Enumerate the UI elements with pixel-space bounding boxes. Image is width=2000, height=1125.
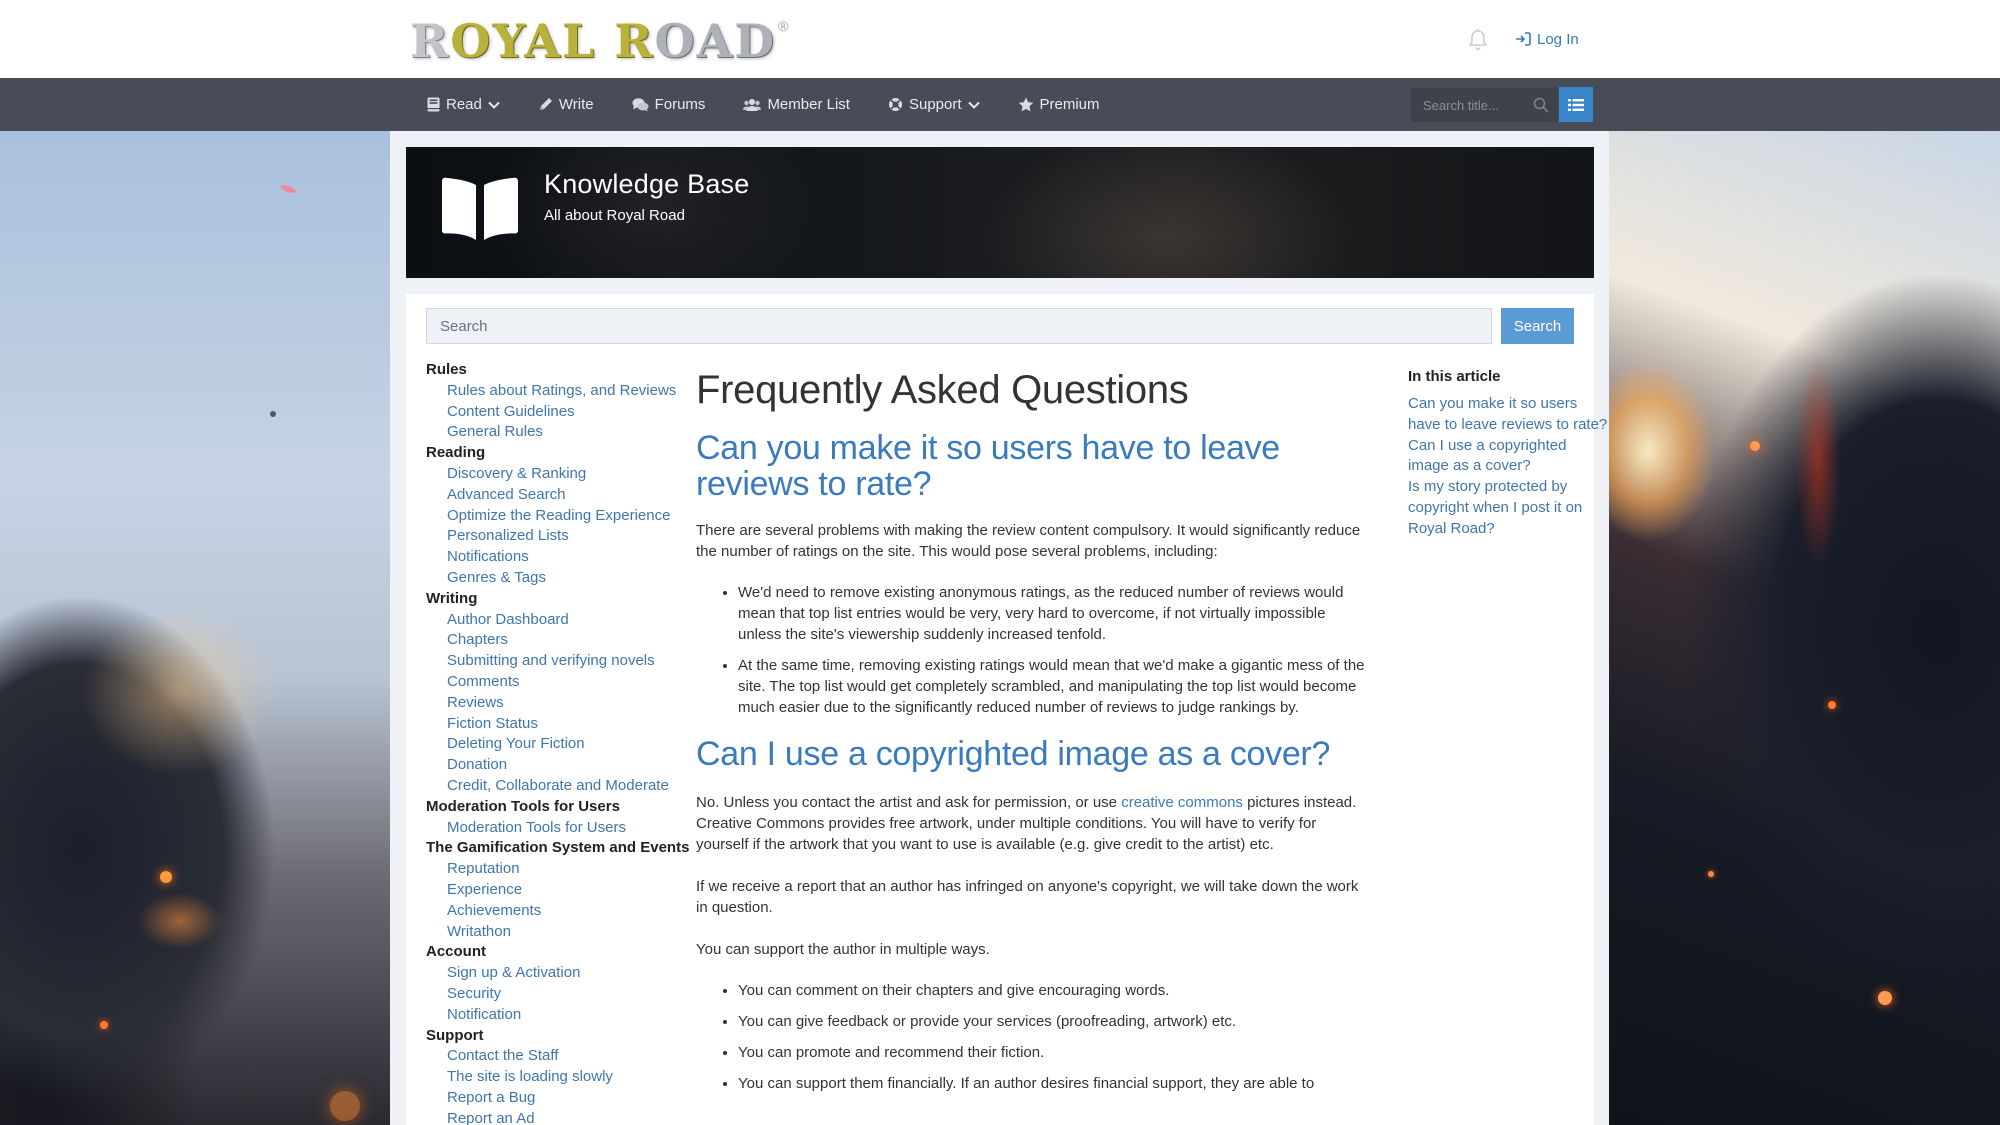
list-item: • You can give feedback or provide your services (proofreading, artwork) etc. <box>738 1011 1366 1032</box>
sidebar-link[interactable]: Personalized Lists <box>447 527 569 545</box>
in-this-article <box>1408 366 1608 540</box>
ember-decoration <box>1828 701 1836 709</box>
kb-search <box>426 308 1574 344</box>
petal-decoration <box>279 183 296 194</box>
toc-link[interactable]: Is my story protected by copyright when I post it on Royal Road? <box>1408 478 1583 537</box>
category-account <box>426 942 696 1025</box>
ember-decoration <box>1750 441 1760 451</box>
users-icon <box>743 98 761 112</box>
registered-mark: ® <box>778 18 791 34</box>
sidebar-link[interactable]: Author Dashboard <box>447 610 569 628</box>
sidebar-link[interactable]: Achievements <box>447 901 542 919</box>
bell-icon[interactable] <box>1467 28 1489 52</box>
sidebar-link[interactable]: Genres & Tags <box>447 568 546 586</box>
article-content <box>696 360 1366 1094</box>
list-item: • You can support them financially. If an author desires financial support, they are able to <box>738 1073 1366 1094</box>
nav-item-label: Write <box>558 96 594 113</box>
background-art-right <box>1608 131 2000 1125</box>
sidebar-link[interactable]: Reviews <box>447 693 504 711</box>
category-reading <box>426 443 696 589</box>
title-search-box <box>1411 88 1558 122</box>
nav-item-label: Member List <box>767 96 850 113</box>
sidebar-link[interactable]: Rules about Ratings, and Reviews <box>447 381 677 399</box>
sidebar-link[interactable]: Optimize the Reading Experience <box>447 506 671 524</box>
category-title: Reading <box>426 444 486 462</box>
kb-search-input[interactable] <box>426 308 1492 344</box>
nav-item-premium[interactable] <box>1018 96 1100 113</box>
paragraph-text: No. Unless you contact the artist and ask for permission, or use <box>696 794 1122 811</box>
book-icon <box>427 97 440 112</box>
ember-decoration <box>1708 871 1714 877</box>
sidebar-link[interactable]: Reputation <box>447 860 520 878</box>
section-heading: Can you make it so users have to leave reviews to rate? <box>696 429 1280 503</box>
list-item: • We'd need to remove existing anonymous ratings, as the reduced number of reviews would mean that top list entries would be very, very hard to overcome, if not virtually impossible unless the site's viewership suddenly increased tenfold. <box>738 582 1366 645</box>
toc-link[interactable]: Can I use a copyrighted image as a cover? <box>1408 436 1567 475</box>
comments-icon <box>632 97 649 112</box>
category-writing <box>426 589 696 797</box>
toc-title: In this article <box>1408 368 1501 385</box>
nav-item-support[interactable] <box>888 96 980 113</box>
ember-decoration <box>330 1091 360 1121</box>
sidebar-link[interactable]: Writathon <box>447 922 511 940</box>
nav-item-forums[interactable] <box>632 96 706 113</box>
list-item: • You can promote and recommend their fiction. <box>738 1042 1366 1063</box>
nav-item-member-list[interactable] <box>743 96 850 113</box>
sidebar-link[interactable]: Notification <box>447 1005 522 1023</box>
particle-decoration <box>270 411 276 417</box>
sidebar-link[interactable]: Submitting and verifying novels <box>447 652 655 670</box>
list-item: • You can comment on their chapters and give encouraging words. <box>738 980 1366 1001</box>
paragraph <box>696 792 1366 855</box>
section-heading: Can I use a copyrighted image as a cover? <box>696 735 1331 773</box>
kb-search-button[interactable]: Search <box>1501 308 1574 344</box>
pencil-icon <box>538 97 553 112</box>
sidebar-link[interactable]: Contact the Staff <box>447 1047 559 1065</box>
sidebar-link[interactable]: Deleting Your Fiction <box>447 735 585 753</box>
bullet-list <box>696 582 1366 718</box>
category-title: Rules <box>426 361 467 378</box>
sidebar-link[interactable]: The site is loading slowly <box>447 1068 613 1086</box>
royal-road-logo[interactable] <box>410 16 790 66</box>
paragraph-text: pictures instead. Creative Commons provides free artwork, under multiple conditions. You will have to verify for yourself if the artwork that you want to use is available (e.g. give credit to the artist) etc. <box>696 794 1357 853</box>
sidebar-link[interactable]: Experience <box>447 880 523 898</box>
bullet-list <box>696 980 1366 1094</box>
category-moderation-tools <box>426 797 696 839</box>
knowledge-base-subtitle: All about Royal Road <box>544 207 685 224</box>
sidebar-link[interactable]: Moderation Tools for Users <box>447 818 626 836</box>
search-icon[interactable] <box>1533 97 1549 113</box>
list-view-button[interactable] <box>1559 87 1593 122</box>
paragraph: If we receive a report that an author has infringed on anyone's copyright, we will take down the work in question. <box>696 878 1359 916</box>
nav-item-label: Forums <box>654 96 706 113</box>
sign-in-icon <box>1515 31 1531 47</box>
nav-item-read[interactable] <box>427 96 500 113</box>
title-search-input[interactable] <box>1411 98 1529 113</box>
list-icon <box>1568 98 1584 112</box>
sidebar-link[interactable]: Report a Bug <box>447 1088 536 1106</box>
nav-item-label: Support <box>908 96 962 113</box>
background-art-left <box>0 131 392 1125</box>
main-navbar <box>0 78 2000 131</box>
site-header <box>0 0 2000 78</box>
nav-item-label: Premium <box>1039 96 1100 113</box>
category-title: Writing <box>426 589 478 607</box>
login-label: Log In <box>1537 30 1579 48</box>
page-title: Frequently Asked Questions <box>696 368 1189 412</box>
chevron-down-icon <box>968 101 980 109</box>
category-title: The Gamification System and Events <box>426 839 690 857</box>
toc-link[interactable]: Can you make it so users have to leave reviews to rate? <box>1408 395 1608 433</box>
life-ring-icon <box>888 97 903 112</box>
nav-item-write[interactable] <box>538 96 594 113</box>
category-rules <box>426 360 696 443</box>
list-item: • At the same time, removing existing ratings would mean that we'd make a gigantic mess of the site. The top list would get completely scrambled, and manipulating the top list would become much easier due to the significantly reduced number of reviews to judge rankings by. <box>738 655 1366 718</box>
paragraph: You can support the author in multiple ways. <box>696 941 990 958</box>
login-link[interactable] <box>1515 28 1579 50</box>
knowledge-base-banner <box>406 147 1594 278</box>
sidebar-link[interactable]: Sign up & Activation <box>447 964 581 982</box>
ember-decoration <box>1878 991 1892 1005</box>
category-title: Moderation Tools for Users <box>426 797 620 815</box>
sidebar-link[interactable]: Comments <box>447 672 520 690</box>
sidebar-link[interactable]: Security <box>447 984 502 1002</box>
sidebar-link[interactable]: Credit, Collaborate and Moderate <box>447 776 669 794</box>
sidebar-link[interactable]: Fiction Status <box>447 714 538 732</box>
ember-decoration <box>160 871 172 883</box>
sidebar-link[interactable]: Advanced Search <box>447 485 566 503</box>
chevron-down-icon <box>488 101 500 109</box>
category-sidebar <box>426 360 696 1125</box>
sidebar-link[interactable]: Discovery & Ranking <box>447 464 587 482</box>
knowledge-base-title: Knowledge Base <box>544 169 750 199</box>
category-support <box>426 1026 696 1125</box>
category-gamification <box>426 838 696 942</box>
nav-menu <box>427 78 1138 131</box>
content-panel <box>406 294 1608 1125</box>
nav-item-label: Read <box>446 96 482 113</box>
star-icon <box>1018 97 1034 112</box>
sidebar-link[interactable]: Donation <box>447 756 508 774</box>
ember-decoration <box>100 1021 108 1029</box>
category-title: Account <box>426 943 486 961</box>
logo-word-road: ROAD <box>614 14 777 68</box>
sidebar-link[interactable]: General Rules <box>447 423 543 441</box>
open-book-icon <box>440 175 520 241</box>
logo-word-royal: ROYAL <box>410 14 597 68</box>
creative-commons-link[interactable]: creative commons <box>1121 794 1243 811</box>
category-title: Support <box>426 1026 484 1044</box>
sidebar-link[interactable]: Notifications <box>447 548 529 566</box>
sidebar-link[interactable]: Report an Ad <box>447 1109 535 1125</box>
sidebar-link[interactable]: Content Guidelines <box>447 402 575 420</box>
sidebar-link[interactable]: Chapters <box>447 631 508 649</box>
paragraph: There are several problems with making the review content compulsory. It would significantly reduce the number of ratings on the site. This would pose several problems, including: <box>696 522 1361 560</box>
page-container <box>390 131 1609 1125</box>
